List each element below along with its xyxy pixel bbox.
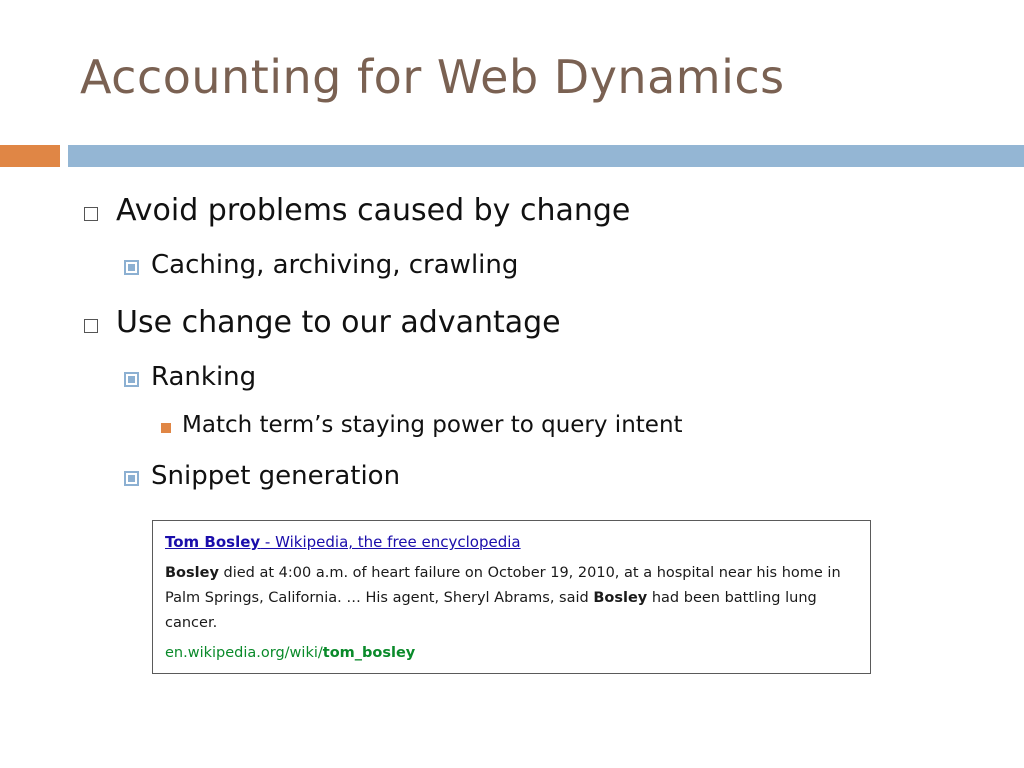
description-bold-term: Bosley [165,565,219,581]
search-result-title-bold: Tom Bosley [165,533,261,551]
framed-square-bullet-icon [124,372,139,387]
solid-square-bullet-icon [161,423,171,433]
search-result-title-rest: - Wikipedia, the free encyclopedia [260,533,521,551]
search-result-title-link[interactable] [165,531,858,553]
description-bold-term: Bosley [593,590,648,606]
title-rule-accent [0,145,60,167]
search-result-description [165,561,858,636]
bullet-item-level2: Snippet generation [151,461,401,491]
slide-title: Accounting for Web Dynamics [80,50,785,104]
description-text: died at 4:00 a.m. of heart failure on October 19, 2010, at a hospital near his home in Palm Springs, California. … His agent, Sheryl Abrams, said [165,565,841,606]
url-plain: en.wikipedia.org/wiki/ [165,645,323,661]
bullet-item-level3: Match term’s staying power to query intent [182,412,683,438]
bullet-item-level1: Avoid problems caused by change [116,193,631,228]
bullet-item-level2: Caching, archiving, crawling [151,250,519,280]
hollow-square-bullet-icon [84,207,98,221]
framed-square-bullet-icon [124,260,139,275]
description-text: had been battling lung cancer. [165,590,817,631]
url-bold: tom_bosley [322,645,416,661]
search-result-snippet [152,520,871,674]
title-rule-main [68,145,1024,167]
search-result-url [165,642,858,664]
bullet-item-level2: Ranking [151,362,257,392]
hollow-square-bullet-icon [84,319,98,333]
bullet-item-level1: Use change to our advantage [116,305,561,340]
framed-square-bullet-icon [124,471,139,486]
